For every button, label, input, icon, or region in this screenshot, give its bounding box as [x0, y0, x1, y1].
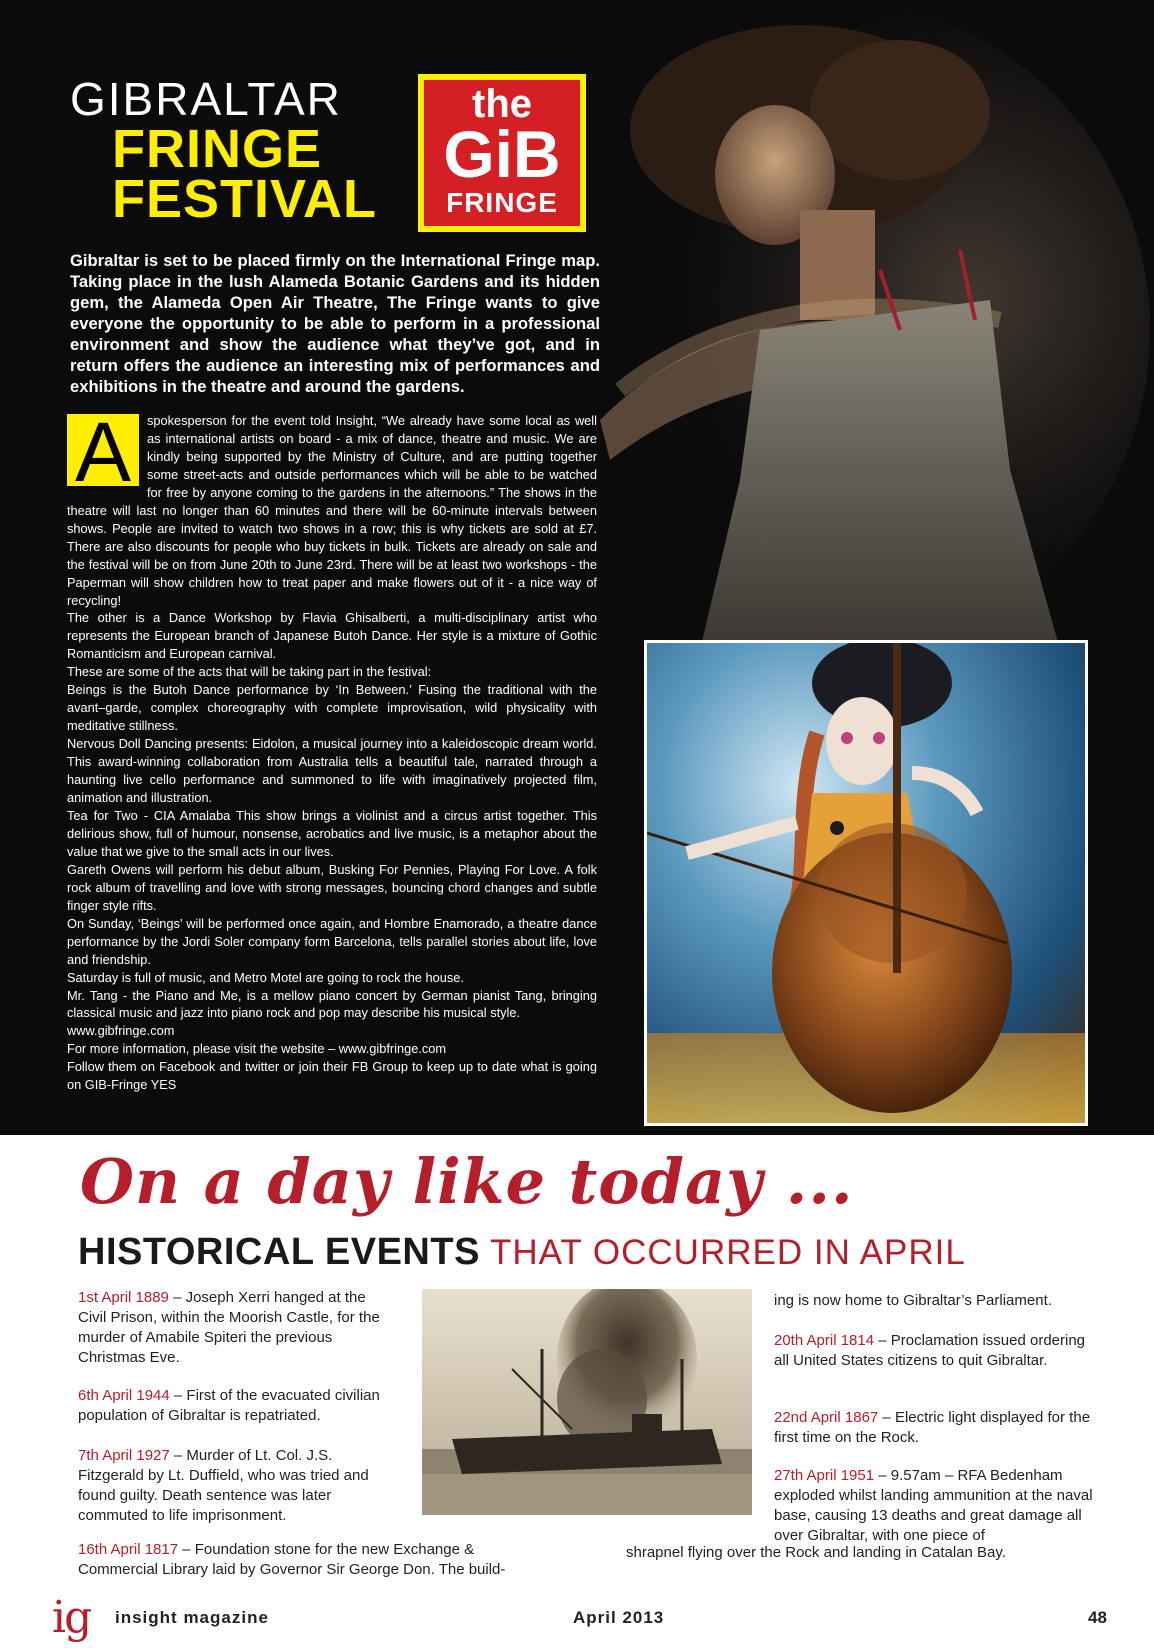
page-number: 48 [1088, 1608, 1107, 1627]
event-date: 16th April 1817 [78, 1541, 179, 1558]
subheading-rest: THAT OCCURRED IN APRIL [479, 1233, 966, 1272]
paragraph: Beings is the Butoh Dance performance by ‘In Between.’ Fusing the traditional with the avant–garde, complex choreography with complete improvisation, wild physicality with meditative stillness. [67, 682, 597, 734]
event-date: 7th April 1927 [78, 1447, 170, 1464]
history-subheading [78, 1231, 966, 1274]
event-date: 22nd April 1867 [774, 1409, 879, 1426]
history-event [774, 1408, 1104, 1448]
drop-cap: A [67, 414, 139, 486]
paragraph: The other is a Dance Workshop by Flavia Ghisalberti, a multi-disciplinary artist who represents the European branch of Japanese Butoh Dance. Her style is a mixture of Gothic Romanticism and European carnival. [67, 610, 597, 662]
footer-magazine-name: insight magazine [115, 1608, 269, 1627]
subheading-bold: HISTORICAL EVENTS [78, 1231, 480, 1273]
history-event [626, 1543, 1106, 1563]
paragraph: Gareth Owens will perform his debut album, Busking For Pennies, Playing For Love. A folk rock album of travelling and love with strong messages, bouncing chord changes and subtle finger style rifts. [67, 861, 597, 913]
title-gibraltar: GIBRALTAR [70, 73, 342, 125]
event-text: – Proclamation issued ordering all United States citizens to quit Gibraltar. [774, 1332, 1086, 1369]
article-body [67, 405, 597, 1094]
history-event [774, 1331, 1104, 1371]
event-text: – Murder of Lt. Col. J.S. Fitzgerald by Lt. Duffield, who was tried and found guilty. Death sentence was later commuted to life imprisonment. [78, 1447, 369, 1524]
footer-issue-date: April 2013 [573, 1608, 665, 1627]
cello-photo-frame [644, 640, 1088, 1126]
title-festival: FESTIVAL [112, 169, 378, 229]
paragraph: Saturday is full of music, and Metro Motel are going to rock the house. [67, 969, 464, 985]
event-text: – Electric light displayed for the first time on the Rock. [774, 1409, 1091, 1446]
history-event [78, 1288, 396, 1368]
event-text: shrapnel flying over the Rock and landing in Catalan Bay. [626, 1544, 1006, 1561]
history-event [78, 1386, 396, 1426]
explosion-ship-photo [422, 1289, 752, 1515]
gib-fringe-logo [418, 74, 586, 232]
logo-gib: GiB [443, 117, 561, 191]
intro-paragraph: Gibraltar is set to be placed firmly on the International Fringe map. Taking place in the lush Alameda Botanic Gardens and its hidden gem, the Alameda Open Air Theatre, The Fringe wants to give everyone the opportunity to be able to perform in a professional environment and show the audience what they’ve got, and in return offers the audience an interesting mix of performances and exhibitions in the theatre and around the gardens. [70, 251, 600, 396]
logo-the: the [472, 82, 532, 126]
event-text: – First of the evacuated civilian population of Gibraltar is repatriated. [78, 1387, 380, 1424]
event-date: 27th April 1951 [774, 1467, 875, 1484]
paragraph: On Sunday, ‘Beings’ will be performed once again, and Hombre Enamorado, a theatre dance performance by the Jordi Soler company form Barcelona, tells parallel stories about life, love and friendship. [67, 915, 597, 967]
paragraph: Mr. Tang - the Piano and Me, is a mellow piano concert by German pianist Tang, bringing classical music and jazz into piano rock and pop may describe his musical style. [67, 987, 597, 1021]
history-headline: On a day like today ... [80, 1145, 854, 1218]
logo-fringe: FRINGE [446, 187, 558, 218]
history-event [78, 1446, 396, 1526]
paragraph: Follow them on Facebook and twitter or join their FB Group to keep up to date what is going on GIB-Fringe YES [67, 1059, 597, 1093]
first-paragraph [67, 405, 597, 609]
paragraph: These are some of the acts that will be taking part in the festival: [67, 664, 432, 680]
first-paragraph-text: spokesperson for the event told Insight, “We already have some local as well as international artists on board - a mix of dance, theatre and music. We are kindly being supported by the Ministry of Culture, and are putting together some street-acts and outside performances which will be able to be watched for free by anyone coming to the gardens in the afternoons.” The shows in the theatre will last no longer than 60 minutes and there will be 60-minute intervals between shows. People are invited to watch two shows in a row; this is why tickets are sold at £7. There are also discounts for people who buy tickets in bulk. Tickets are already on sale and the festival will be on from June 20th to June 23rd. There will be at least two workshops - the Paperman will show children how to treat paper and make flowers out of it - a nice way of recycling! [67, 413, 597, 608]
cellist-photo [647, 643, 1085, 1123]
paragraph: Nervous Doll Dancing presents: Eidolon, a musical journey into a kaleidoscopic dream world. This award-winning collaboration from Australia tells a beautiful tale, narrated through a haunting live cello performance and summoned to life with imaginatively projected film, animation and illustration. [67, 736, 597, 806]
event-date: 6th April 1944 [78, 1387, 170, 1404]
history-event [774, 1466, 1104, 1546]
paragraph: For more information, please visit the website – www.gibfringe.com [67, 1041, 447, 1057]
website-link[interactable]: www.gibfringe.com [67, 1023, 175, 1039]
event-date: 20th April 1814 [774, 1332, 875, 1349]
event-text: ing is now home to Gibraltar’s Parliament. [774, 1292, 1052, 1309]
event-text: – Joseph Xerri hanged at the Civil Prison, within the Moorish Castle, for the murder of Amabile Spiteri the previous Christmas Eve. [78, 1289, 380, 1366]
insight-logo: ig [52, 1592, 91, 1643]
history-event [78, 1540, 558, 1580]
history-event [774, 1291, 1104, 1311]
event-text: – Foundation stone for the new Exchange & Commercial Library laid by Governor Sir George Don. The build- [78, 1541, 506, 1578]
event-date: 1st April 1889 [78, 1289, 169, 1306]
title-fringe: FRINGE [112, 119, 323, 179]
paragraph: Tea for Two - CIA Amalaba This show brings a violinist and a circus artist together. This delirious show, full of humour, nonsense, acrobatics and live music, is a metaphor about the value that we give to the small acts in our lives. [67, 807, 597, 859]
event-text: – 9.57am – RFA Bedenham exploded whilst landing ammunition at the naval base, causing 13 deaths and great damage all over Gibraltar, with one piece of [774, 1467, 1093, 1544]
